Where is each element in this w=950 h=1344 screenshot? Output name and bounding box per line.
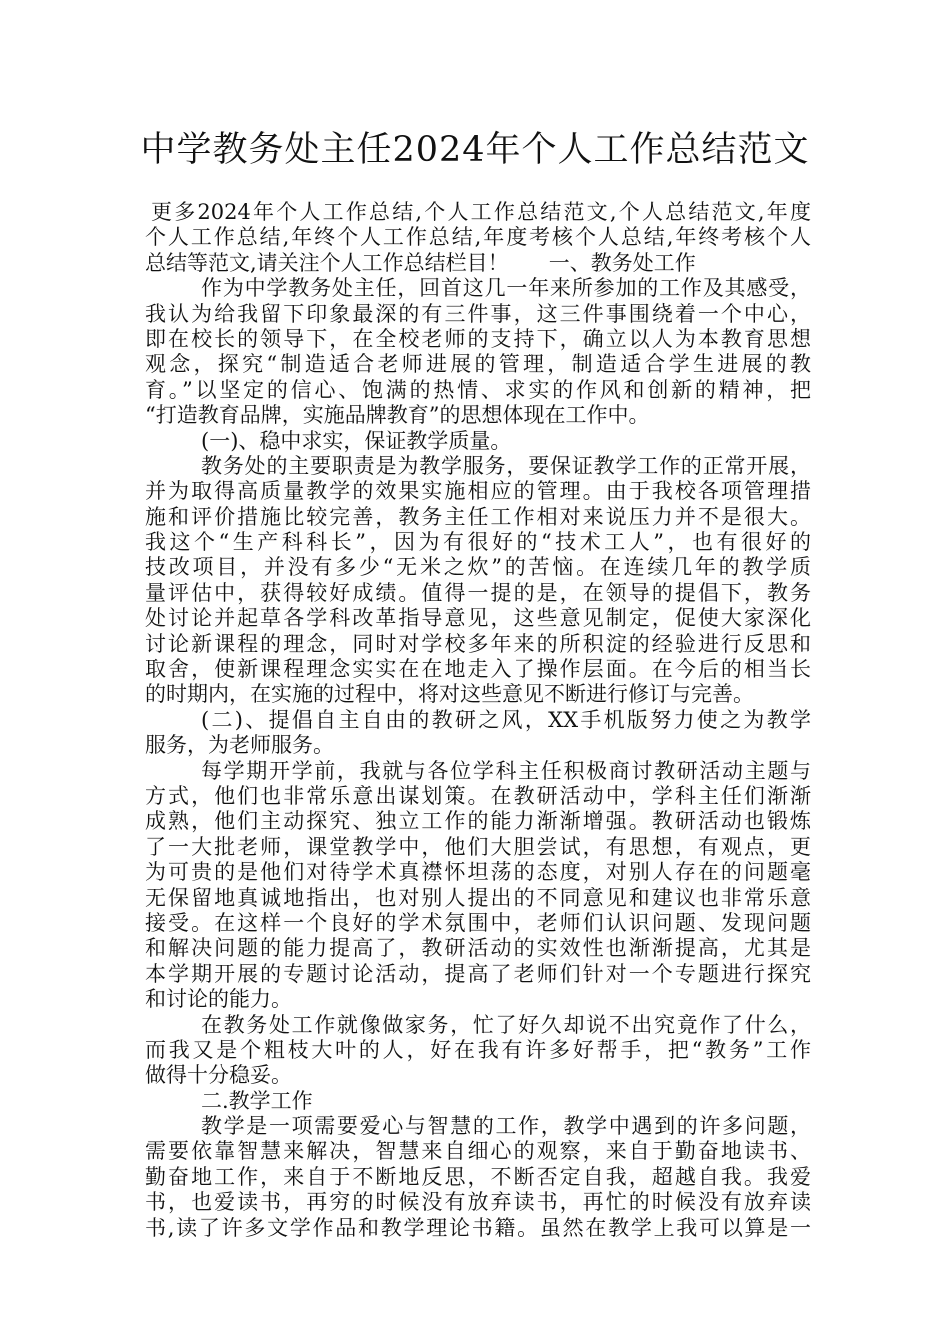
paragraph-line: 我认为给我留下印象最深的有三件事，这三件事围绕着一个中心， — [145, 301, 811, 326]
paragraph-line: 本学期开展的专题讨论活动，提高了老师们针对一个专题进行探究 — [145, 961, 811, 986]
document-body — [145, 200, 811, 1241]
paragraph-line: 的时期内，在实施的过程中，将对这些意见不断进行修订与完善。 — [145, 682, 754, 707]
paragraph-line: 而我又是个粗枝大叶的人，好在我有许多好帮手，把“教务”工作 — [145, 1037, 811, 1062]
paragraph-line: 成熟，他们主动探究、独立工作的能力渐渐增强。教研活动也锻炼 — [145, 809, 811, 834]
paragraph-line: 书，也爱读书，再穷的时候没有放弃读书，再忙的时候没有放弃读 — [145, 1190, 811, 1215]
section-heading: (二)、提倡自主自由的教研之风，XX手机版努力使之为教学 — [201, 707, 811, 732]
paragraph-line: 更多2024年个人工作总结,个人工作总结范文,个人总结范文,年度 — [151, 200, 811, 224]
paragraph-line: 为可贵的是他们对待学术真襟怀坦荡的态度，对别人存在的问题毫 — [145, 860, 811, 885]
paragraph-line: 了一大批老师，课堂教学中，他们大胆尝试，有思想，有观点，更 — [145, 834, 811, 859]
paragraph-line: 即在校长的领导下，在全校老师的支持下，确立以人为本教育思想 — [145, 326, 811, 351]
paragraph-line: 书,读了许多文学作品和教学理论书籍。虽然在教学上我可以算是一 — [145, 1215, 811, 1240]
paragraph-line: 接受。在这样一个良好的学术氛围中，老师们认识问题、发现问题 — [145, 910, 811, 935]
paragraph-line: 处讨论并起草各学科改革指导意见，这些意见制定，促使大家深化 — [145, 606, 811, 631]
paragraph-line: 需要依靠智慧来解决，智慧来自细心的观察，来自于勤奋地读书、 — [145, 1139, 811, 1164]
paragraph-line: 育。”以坚定的信心、饱满的热情、求实的作风和创新的精神，把 — [145, 377, 811, 402]
paragraph-line: 做得十分稳妥。 — [145, 1063, 292, 1088]
paragraph-line: 量评估中，获得较好成绩。值得一提的是，在领导的提倡下，教务 — [145, 580, 811, 605]
paragraph-line: 施和评价措施比较完善，教务主任工作相对来说压力并不是很大。 — [145, 504, 811, 529]
paragraph-line: 取舍，使新课程理念实实在在地走入了操作层面。在今后的相当长 — [145, 657, 811, 682]
paragraph-line: 勤奋地工作，来自于不断地反思，不断否定自我，超越自我。我爱 — [145, 1164, 811, 1189]
paragraph-line: 作为中学教务处主任，回首这几一年来所参加的工作及其感受， — [201, 276, 811, 301]
paragraph-line: 每学期开学前，我就与各位学科主任积极商讨教研活动主题与 — [201, 758, 811, 783]
paragraph-line: 方式，他们也非常乐意出谋划策。在教研活动中，学科主任们渐渐 — [145, 783, 811, 808]
paragraph-line: 总结等范文,请关注个人工作总结栏目！ 一、教务处工作 — [145, 250, 696, 275]
paragraph-line: 观念，探究“制造适合老师进展的管理，制造适合学生进展的教 — [145, 352, 811, 377]
paragraph-line: 教务处的主要职责是为教学服务，要保证教学工作的正常开展， — [201, 453, 811, 478]
section-heading: 服务，为老师服务。 — [145, 733, 334, 758]
paragraph-line: 并为取得高质量教学的效果实施相应的管理。由于我校各项管理措 — [145, 479, 811, 504]
section-heading: 二.教学工作 — [201, 1088, 313, 1113]
paragraph-line: “打造教育品牌，实施品牌教育”的思想体现在工作中。 — [145, 403, 650, 428]
paragraph-line: 和解决问题的能力提高了，教研活动的实效性也渐渐提高，尤其是 — [145, 936, 811, 961]
paragraph-line: 教学是一项需要爱心与智慧的工作，教学中遇到的许多问题， — [201, 1114, 811, 1139]
paragraph-line: 无保留地真诚地指出，也对别人提出的不同意见和建议也非常乐意 — [145, 885, 811, 910]
section-heading: (一)、稳中求实，保证教学质量。 — [201, 428, 512, 453]
paragraph-line: 在教务处工作就像做家务，忙了好久却说不出究竟作了什么， — [201, 1012, 811, 1037]
paragraph-line: 我这个“生产科科长”，因为有很好的“技术工人”，也有很好的 — [145, 530, 811, 555]
paragraph-line: 和讨论的能力。 — [145, 987, 292, 1012]
paragraph-line: 技改项目，并没有多少“无米之炊”的苦恼。在连续几年的教学质 — [145, 555, 811, 580]
paragraph-line: 讨论新课程的理念，同时对学校多年来的所积淀的经验进行反思和 — [145, 631, 811, 656]
document-title: 中学教务处主任2024年个人工作总结范文 — [140, 130, 810, 170]
paragraph-line: 个人工作总结,年终个人工作总结,年度考核个人总结,年终考核个人 — [145, 225, 811, 250]
